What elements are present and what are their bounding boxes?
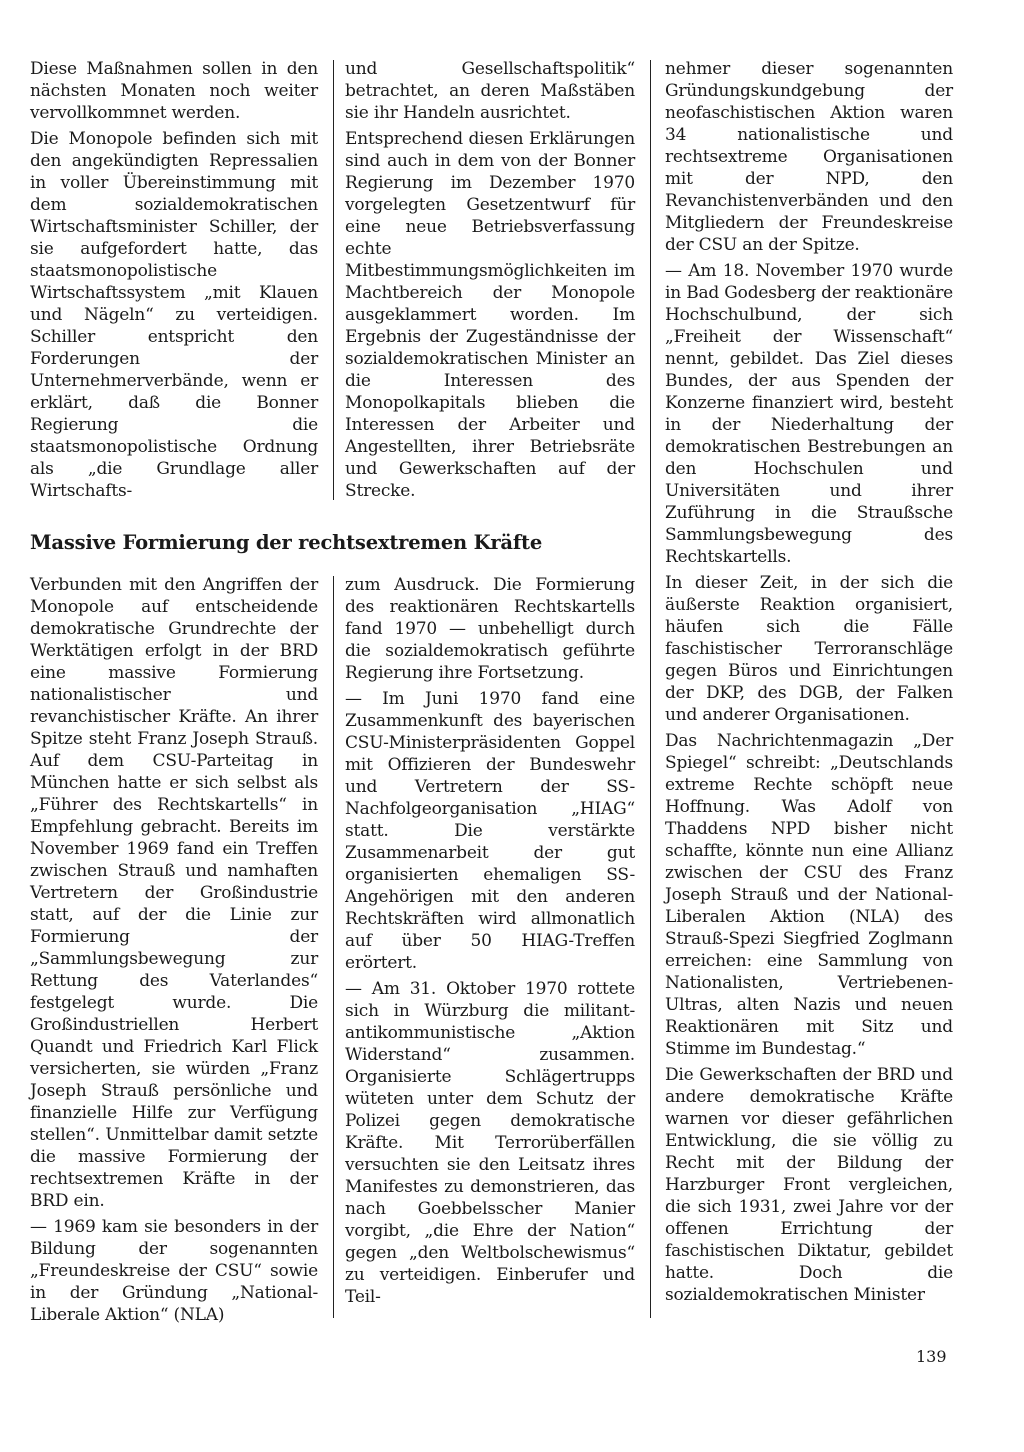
paragraph: Entsprechend diesen Erklärungen sind auch in dem von der Bonner Regierung im Dezember 1970 vorgelegten Gesetzentwurf für eine neue Betriebsverfassung echte Mitbestimmungsmöglichkeiten im Machtbereich der Monopole ausgeklammert worden. Im Ergebnis der Zugeständnisse der sozialdemokratischen Minister an die Interessen des Monopolkapitals blieben die Interessen der Arbeiter und Angestellten, ihrer Betriebsräte und Gewerkschaften auf der Strecke. <box>345 129 635 501</box>
paragraph: Diese Maßnahmen sollen in den nächsten Monaten noch weiter vervollkommnet werden. <box>30 59 318 123</box>
paragraph: zum Ausdruck. Die Formierung des reaktionären Rechtskartells fand 1970 — unbehelligt durch die sozialdemokratisch geführte Regierung ihre Fortsetzung. <box>345 575 635 683</box>
column-divider <box>333 576 334 1318</box>
paragraph: Das Nachrichtenmagazin „Der Spiegel“ schreibt: „Deutschlands extreme Rechte schöpft neue Hoffnung. Was Adolf von Thaddens NPD bisher nicht schaffte, könnte nun eine Allianz zwischen der CSU des Franz Joseph Strauß und der National-Liberalen Aktion (NLA) des Strauß-Spezi Siegfried Zoglmann erreichen: eine Sammlung von Nationalisten, Vertriebenen-Ultras, alten Nazis und neuen Reaktionären mit Sitz und Stimme im Bundestag.“ <box>665 731 953 1059</box>
paragraph: nehmer dieser sogenannten Gründungskundgebung der neofaschistischen Aktion waren 34 nationalistische und rechtsextreme Organisationen mit der NPD, den Revanchistenverbänden und den Mitgliedern der Freundeskreise der CSU an der Spitze. <box>665 59 953 255</box>
upper-middle-column <box>345 58 635 506</box>
paragraph: Die Gewerkschaften der BRD und andere demokratische Kräfte warnen vor dieser gefährlichen Entwicklung, die sie völlig zu Recht mit der Bildung der Harzburger Front vergleichen, die sich 1931, zwei Jahre vor der offenen Errichtung der faschistischen Diktatur, gebildet hatte. Doch die sozialdemokratischen Minister <box>665 1065 953 1305</box>
lower-left-column <box>30 574 318 1330</box>
column-divider <box>333 60 334 500</box>
paragraph: Verbunden mit den Angriffen der Monopole auf entscheidende demokratische Grundrechte der Werktätigen erfolgt in der BRD eine massive Formierung nationalistischer und revanchistischer Kräfte. An ihrer Spitze steht Franz Joseph Strauß. Auf dem CSU-Parteitag in München hatte er sich selbst als „Führer des Rechtskartells“ in Empfehlung gebracht. Bereits im November 1969 fand ein Treffen zwischen Strauß und namhaften Vertretern der Großindustrie statt, auf der die Linie zur Formierung der „Sammlungsbewegung zur Rettung des Vaterlandes“ festgelegt wurde. Die Großindustriellen Herbert Quandt und Friedrich Karl Flick versicherten, sie würden „Franz Joseph Strauß persönliche und finanzielle Hilfe zur Verfügung stellen“. Unmittelbar damit setzte die massive Formierung der rechtsextremen Kräfte in der BRD ein. <box>30 575 318 1211</box>
paragraph: — 1969 kam sie besonders in der Bildung der sogenannten „Freundeskreise der CSU“ sowie in der Gründung „National-Liberale Aktion“ (NLA) <box>30 1217 318 1325</box>
page-number: 139 <box>916 1347 947 1366</box>
paragraph: — Am 18. November 1970 wurde in Bad Godesberg der reaktionäre Hochschulbund, der sich „Freiheit der Wissenschaft“ nennt, gebildet. Das Ziel dieses Bundes, der aus Spenden der Konzerne finanziert wird, besteht in der Niederhaltung der demokratischen Bestrebungen an den Hochschulen und Universitäten und ihrer Zuführung in die Straußsche Sammlungsbewegung des Rechtskartells. <box>665 261 954 567</box>
paragraph: — Am 31. Oktober 1970 rottete sich in Würzburg die militant-antikommunistische „Aktion Widerstand“ zusammen. Organisierte Schlägertrupps wüteten unter dem Schutz der Polizei gegen demokratische Kräfte. Mit Terrorüberfällen versuchten sie den Leitsatz ihres Manifestes zu demonstrieren, das nach Goebbelsscher Manier vorgibt, „die Ehre der Nation“ gegen „den Weltbolschewismus“ zu verteidigen. Einberufer und Teil- <box>345 979 635 1307</box>
right-column <box>665 58 953 1310</box>
lower-middle-column <box>345 574 635 1312</box>
paragraph: — Im Juni 1970 fand eine Zusammenkunft des bayerischen CSU-Ministerpräsidenten Goppel mit Offizieren der Bundeswehr und Vertretern der SS-Nachfolgeorganisation „HIAG“ statt. Die verstärkte Zusammenarbeit der gut organisierten ehemaligen SS-Angehörigen mit den anderen Rechtskräften wird allmonatlich auf über 50 HIAG-Treffen erörtert. <box>345 689 635 973</box>
column-divider <box>650 60 651 1318</box>
paragraph: In dieser Zeit, in der sich die äußerste Reaktion organisiert, häufen sich die Fälle faschistischer Terroranschläge gegen Büros und Einrichtungen der DKP, des DGB, der Falken und anderer Organisationen. <box>665 573 953 725</box>
section-heading: Massive Formierung der rechtsextremen Kräfte <box>30 531 543 554</box>
upper-left-column <box>30 58 318 506</box>
paragraph: und Gesellschaftspolitik“ betrachtet, an deren Maßstäben sie ihr Handeln ausrichtet. <box>345 59 635 123</box>
paragraph: Die Monopole befinden sich mit den angekündigten Repressalien in voller Übereinstimmung mit dem sozialdemokratischen Wirtschaftsminister Schiller, der sie aufgefordert hatte, das staatsmonopolistische Wirtschaftssystem „mit Klauen und Nägeln“ zu verteidigen. Schiller entspricht den Forderungen der Unternehmerverbände, wenn er erklärt, daß die Bonner Regierung die staatsmonopolistische Ordnung als „die Grundlage aller Wirtschafts- <box>30 129 318 501</box>
